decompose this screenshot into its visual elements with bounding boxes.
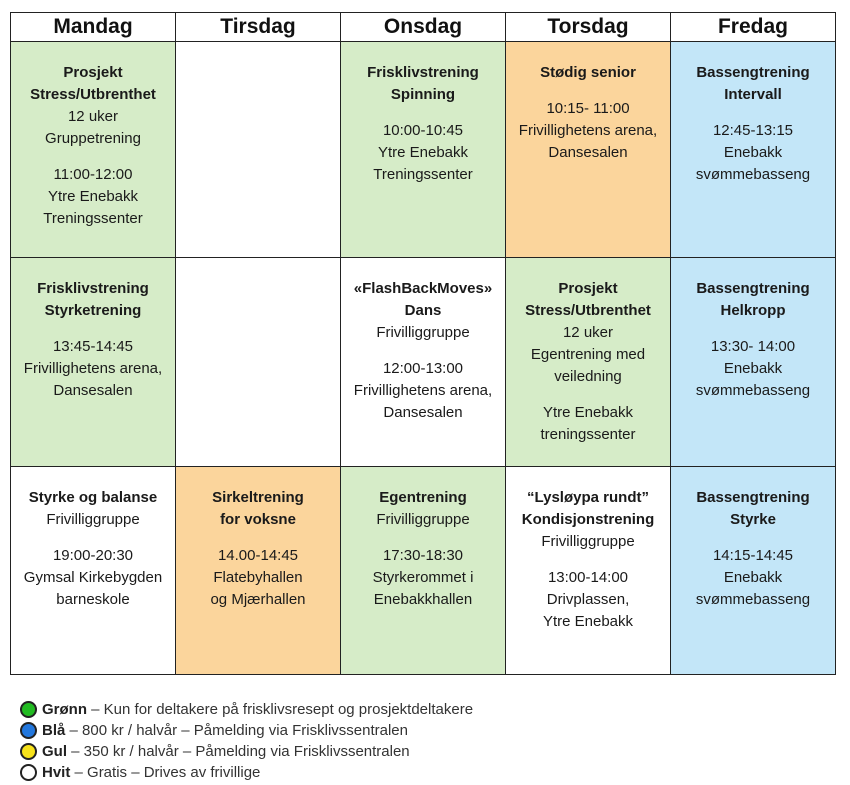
activity-title-line: Stress/Utbrenthet	[525, 302, 651, 320]
activity-title-line: Styrketrening	[44, 302, 142, 320]
legend-text: – 350 kr / halvår – Påmelding via Frisklivssentralen	[67, 743, 410, 760]
activity-detail-line: 13:00-14:00	[547, 569, 629, 586]
day-header-row	[11, 13, 836, 42]
activity-title-line: Stødig senior	[540, 64, 636, 81]
activity-cell-mandag	[11, 258, 176, 467]
activity-cell-fredag	[671, 42, 836, 258]
activity-detail-line: 10:00-10:45	[382, 122, 464, 139]
day-header: Tirsdag	[176, 13, 341, 42]
activity-title-line: Prosjekt	[63, 64, 123, 81]
activity-detail-line: 10:15- 11:00	[546, 100, 630, 117]
activity-title-line: “Lysløypa rundt”	[527, 489, 649, 506]
activity-title-line: Kondisjonstrening	[521, 511, 655, 528]
activity-cell-mandag	[11, 42, 176, 258]
activity-title-line: Intervall	[724, 86, 782, 103]
activity-title-line: Stress/Utbrenthet	[30, 86, 156, 103]
schedule-row	[11, 42, 836, 258]
activity-cell-torsdag	[506, 42, 671, 258]
activity-detail-line: 14.00-14:45	[217, 547, 299, 564]
activity-detail-line: Ytre Enebakk	[377, 144, 469, 161]
activity-title-line: Bassengtrening	[696, 280, 810, 298]
activity-title-line: Sirkeltrening	[212, 489, 304, 506]
activity-detail-line: 12 uker	[67, 108, 119, 125]
activity-detail-line: Frivillighetens arena,	[23, 360, 163, 378]
activity-detail-line: Dansesalen	[53, 382, 133, 400]
activity-detail-line: Frivillighetens arena,	[518, 122, 658, 139]
activity-detail-line: Flatebyhallen	[213, 569, 303, 586]
activity-detail-line: 12:00-13:00	[382, 360, 464, 378]
activity-cell-mandag	[11, 467, 176, 675]
activity-title-line: Styrke og balanse	[28, 489, 158, 506]
activity-detail-line: Gymsal Kirkebygden	[23, 569, 163, 586]
activity-detail-line: Treningssenter	[373, 166, 473, 183]
color-dot-icon	[20, 764, 37, 781]
activity-detail-line: Enebakk	[723, 569, 783, 586]
legend-text: – Gratis – Drives av frivillige	[70, 764, 261, 781]
legend-item	[20, 720, 473, 741]
activity-cell-onsdag	[341, 467, 506, 675]
activity-detail-line: Enebakkhallen	[373, 591, 473, 608]
activity-title-line: Frisklivstrening	[367, 64, 479, 81]
legend-item	[20, 741, 473, 762]
activity-detail-line: Treningssenter	[43, 210, 143, 227]
day-header: Fredag	[671, 13, 836, 42]
legend-key: Blå	[42, 722, 66, 739]
color-dot-icon	[20, 701, 37, 718]
activity-detail-line: Drivplassen,	[546, 591, 630, 608]
activity-detail-line: treningssenter	[540, 426, 636, 444]
legend-text: – 800 kr / halvår – Påmelding via Frisklivssentralen	[65, 722, 408, 739]
activity-detail-line: svømmebasseng	[695, 382, 811, 400]
legend-text: – Kun for deltakere på frisklivsresept og prosjektdeltakere	[87, 701, 474, 718]
day-header: Onsdag	[341, 13, 506, 42]
legend-item	[20, 762, 473, 783]
activity-detail-line: Enebakk	[723, 144, 783, 161]
legend-key: Grønn	[42, 701, 87, 718]
activity-cell-torsdag	[506, 467, 671, 675]
activity-title-line: Dans	[404, 302, 442, 320]
day-header: Mandag	[11, 13, 176, 42]
activity-detail-line: Frivilliggruppe	[376, 324, 470, 342]
activity-detail-line: svømmebasseng	[695, 166, 811, 183]
activity-detail-line: veiledning	[554, 368, 622, 386]
activity-cell-onsdag	[341, 258, 506, 467]
activity-cell-tirsdag	[176, 42, 341, 258]
activity-title-line: Egentrening	[379, 489, 467, 506]
activity-title-line: Styrke	[730, 511, 776, 528]
activity-detail-line: svømmebasseng	[695, 591, 811, 608]
schedule-row	[11, 467, 836, 675]
activity-detail-line: Enebakk	[723, 360, 783, 378]
activity-title-line: Bassengtrening	[696, 489, 810, 506]
activity-detail-line: Dansesalen	[548, 144, 628, 161]
legend-key: Gul	[42, 743, 67, 760]
activity-detail-line: 12:45-13:15	[712, 122, 794, 139]
activity-detail-line: Frivilliggruppe	[46, 511, 140, 528]
color-dot-icon	[20, 722, 37, 739]
activity-cell-tirsdag	[176, 258, 341, 467]
activity-detail-line: 13:30- 14:00	[710, 338, 796, 356]
activity-title-line: for voksne	[220, 511, 296, 528]
activity-cell-onsdag	[341, 42, 506, 258]
activity-title-line: Frisklivstrening	[37, 280, 149, 298]
activity-detail-line: Dansesalen	[383, 404, 463, 422]
activity-title-line: Prosjekt	[558, 280, 618, 298]
activity-detail-line: 12 uker	[562, 324, 614, 342]
color-legend	[20, 699, 473, 783]
activity-detail-line: Styrkerommet i	[372, 569, 474, 586]
legend-key: Hvit	[42, 764, 71, 781]
activity-detail-line: 14:15-14:45	[712, 547, 794, 564]
weekly-schedule-table	[10, 12, 836, 675]
day-header: Torsdag	[506, 13, 671, 42]
activity-detail-line: Gruppetrening	[45, 130, 141, 147]
activity-title-line: Spinning	[390, 86, 456, 103]
activity-cell-tirsdag	[176, 467, 341, 675]
activity-title-line: «FlashBackMoves»	[353, 280, 493, 298]
activity-title-line: Helkropp	[720, 302, 786, 320]
activity-cell-fredag	[671, 467, 836, 675]
activity-detail-line: 13:45-14:45	[52, 338, 134, 356]
activity-detail-line: og Mjærhallen	[210, 591, 306, 608]
activity-detail-line: Frivilliggruppe	[541, 533, 635, 550]
activity-detail-line: barneskole	[56, 591, 130, 608]
activity-detail-line: 17:30-18:30	[382, 547, 464, 564]
legend-item	[20, 699, 473, 720]
activity-title-line: Bassengtrening	[696, 64, 810, 81]
activity-cell-fredag	[671, 258, 836, 467]
activity-detail-line: Frivillighetens arena,	[353, 382, 493, 400]
color-dot-icon	[20, 743, 37, 760]
activity-detail-line: Ytre Enebakk	[47, 188, 139, 205]
activity-detail-line: Ytre Enebakk	[542, 404, 634, 422]
activity-detail-line: Ytre Enebakk	[542, 613, 634, 630]
activity-cell-torsdag	[506, 258, 671, 467]
activity-detail-line: 19:00-20:30	[52, 547, 134, 564]
activity-detail-line: Egentrening med	[530, 346, 646, 364]
schedule-row	[11, 258, 836, 467]
activity-detail-line: 11:00-12:00	[53, 166, 133, 183]
activity-detail-line: Frivilliggruppe	[376, 511, 470, 528]
